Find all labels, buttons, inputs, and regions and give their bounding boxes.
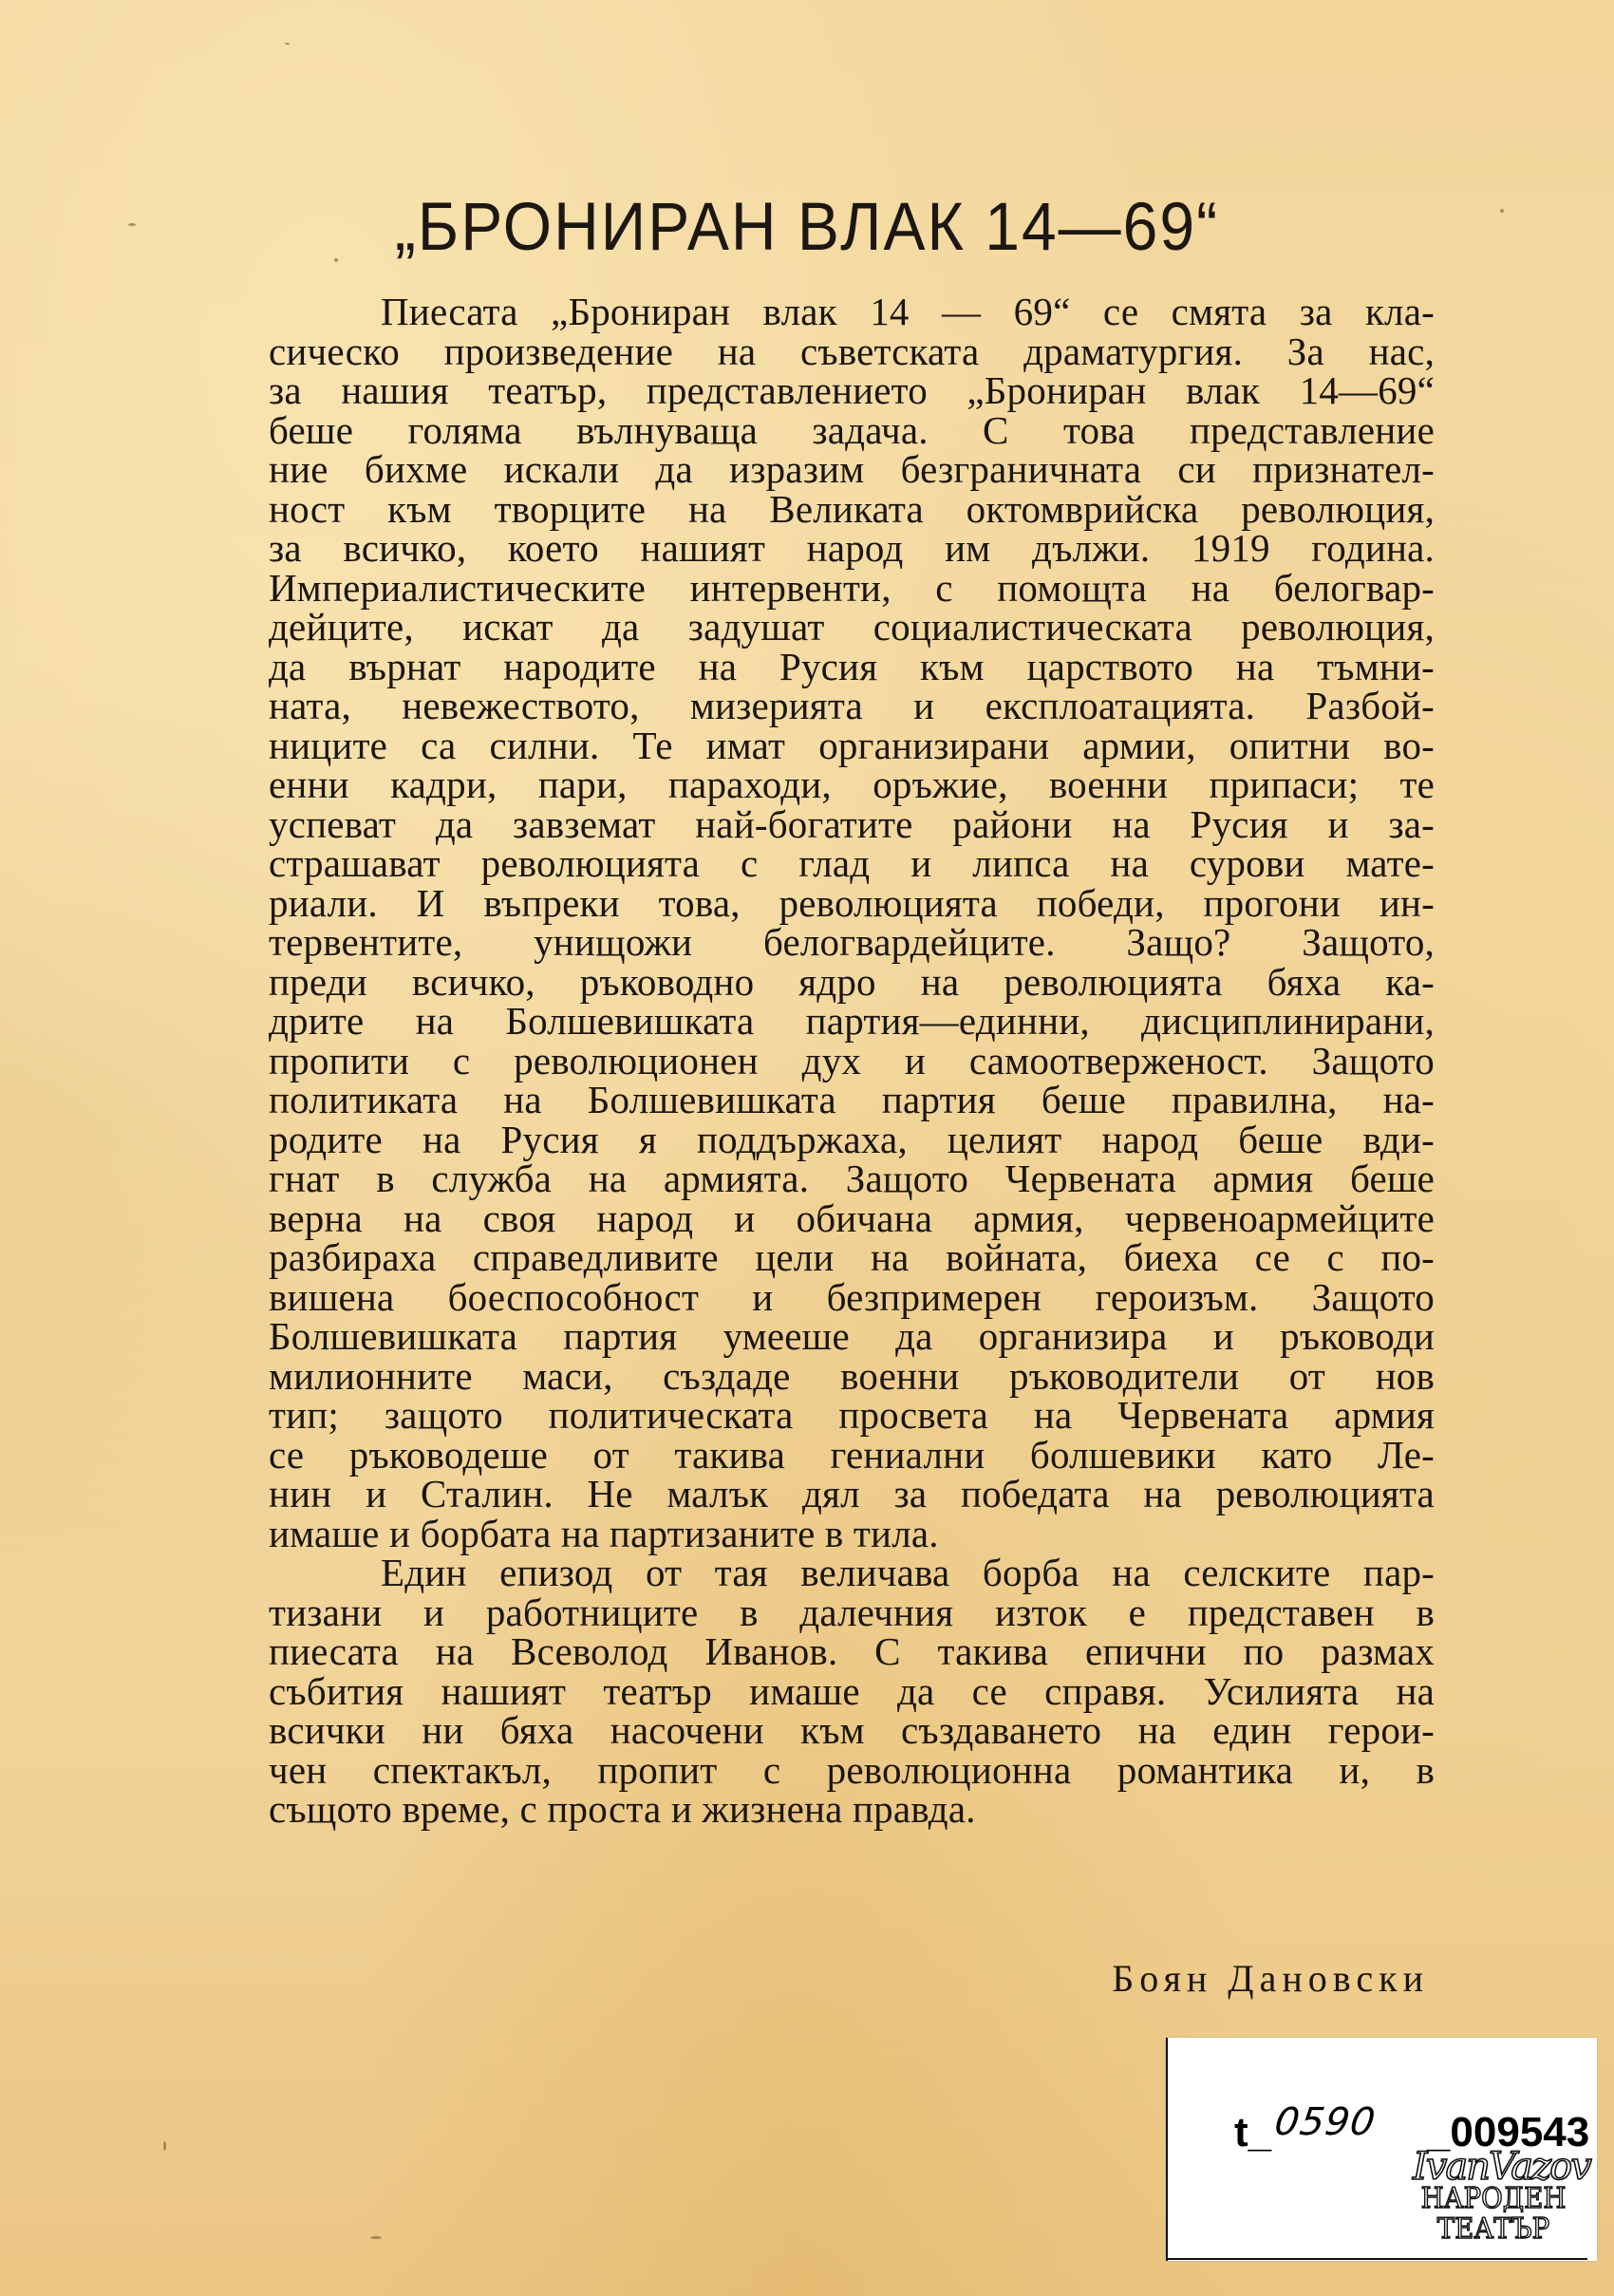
text-line: политиката на Болшевишката партия беше правилна, на- [269, 1078, 1436, 1121]
text-line: за всичко, което нашият народ им дължи. 1919 година. [269, 526, 1436, 570]
text-line: чен спектакъл, пропит с революционна романтика и, в [269, 1747, 1436, 1792]
text-line: ната, невежеството, мизерията и експлоатацията. Разбой- [269, 684, 1435, 727]
text-line: страшават революцията с глад и липса на сурови мате- [269, 841, 1436, 885]
author-signature: Боян Дановски [1112, 1957, 1429, 2000]
text-line: пропити с революционен дух и самоотверженост. Защото [269, 1038, 1436, 1082]
text-line: гнат в служба на армията. Защото Червената армия беше [269, 1157, 1436, 1200]
text-line: дрите на Болшевишката партия—единни, дисциплинирани, [269, 999, 1435, 1043]
article-body [269, 292, 1435, 1830]
text-line: да върнат народите на Русия към царството на тъмни- [269, 644, 1435, 688]
text-line: успеват да завземат най-богатите райони на Русия и за- [269, 801, 1435, 846]
text-line: се ръководеше от такива гениални болшевики като Ле- [269, 1432, 1435, 1477]
text-line: имаше и борбата на партизаните в тила. [269, 1511, 939, 1555]
accession-separator: _ [1426, 2109, 1451, 2155]
text-line: дейците, искат да задушат социалистическата революция, [269, 605, 1435, 649]
text-line: сическо произведение на съветската драматургия. За нас, [269, 329, 1436, 373]
text-line: тип; защото политическата просвета на Червената армия [269, 1393, 1436, 1437]
text-line: Болшевишката партия умееше да организира и ръководи [269, 1314, 1436, 1358]
archive-label [1166, 2038, 1597, 2261]
label-rule [1168, 2258, 1587, 2260]
paper-speck [285, 43, 290, 45]
text-line: разбираха справедливите цели на войната, биеха се с по- [269, 1235, 1436, 1279]
text-line: верна на своя народ и обичана армия, червеноармейците [269, 1195, 1436, 1240]
text-line: преди всичко, ръководно ядро на революцията бяха ка- [269, 959, 1436, 1004]
text-line: тервентите, унищожи белогвардейците. Защо? Защото, [269, 920, 1435, 964]
text-line: същото време, с проста и жизнена правда. [269, 1787, 976, 1831]
text-line: енни кадри, пари, параходи, оръжие, военни припаси; те [269, 762, 1436, 806]
accession-number-value: 009543 [1450, 2109, 1590, 2155]
text-line: вишена боеспособност и безпримерен героизъм. Защото [269, 1274, 1436, 1319]
text-line: Пиесата „Брониран влак 14 — 69“ се смята за кла- [381, 290, 1435, 333]
paper-speck [163, 2141, 166, 2151]
text-line: риали. И въпреки това, революцията победи, прогони ин- [269, 880, 1435, 925]
logo-line-1: НАРОДЕН [1420, 2182, 1567, 2215]
text-line: за нашия театър, представлението „Брониран влак 14—69“ [269, 368, 1436, 412]
text-line: пиесата на Всеволод Иванов. С такива епични по размах [269, 1629, 1435, 1673]
text-line: беше голяма вълнуваща задача. С това представление [269, 407, 1435, 452]
text-line: Един епизод от тая величава борба на селските пар- [381, 1551, 1436, 1594]
national-theatre-logo [1413, 2145, 1590, 2246]
logo-line-2: ТЕАТЪР [1436, 2212, 1550, 2246]
text-line: събития нашият театър имаше да се справя. Усилията на [269, 1668, 1436, 1713]
text-line: тизани и работниците в далечния изток е представен в [269, 1590, 1436, 1634]
accession-prefix: t_ [1234, 2109, 1272, 2155]
text-line: милионните маси, създаде военни ръководители от нов [269, 1353, 1436, 1398]
text-line: Империалистическите интервенти, с помощта на белогвар- [269, 565, 1436, 610]
logo-script: IvanVazov [1413, 2145, 1590, 2189]
text-line: ниците са силни. Те имат организирани армии, опитни во- [269, 723, 1435, 767]
text-line: нин и Сталин. Не малък дял за победата на революцията [269, 1472, 1435, 1515]
document-title: „БРОНИРАН ВЛАК 14—69“ [394, 188, 1220, 264]
text-line: всички ни бяха насочени към създаването на един герои- [269, 1708, 1436, 1752]
handwritten-code: 0590 [1271, 2100, 1379, 2144]
text-line: родите на Русия я поддържаха, целият народ беше вди- [269, 1117, 1435, 1161]
text-line: ние бихме искали да изразим безграничната си признател- [269, 447, 1435, 491]
paper-speck [370, 2236, 382, 2239]
text-line: ност към творците на Великата октомврийска революция, [269, 486, 1436, 531]
